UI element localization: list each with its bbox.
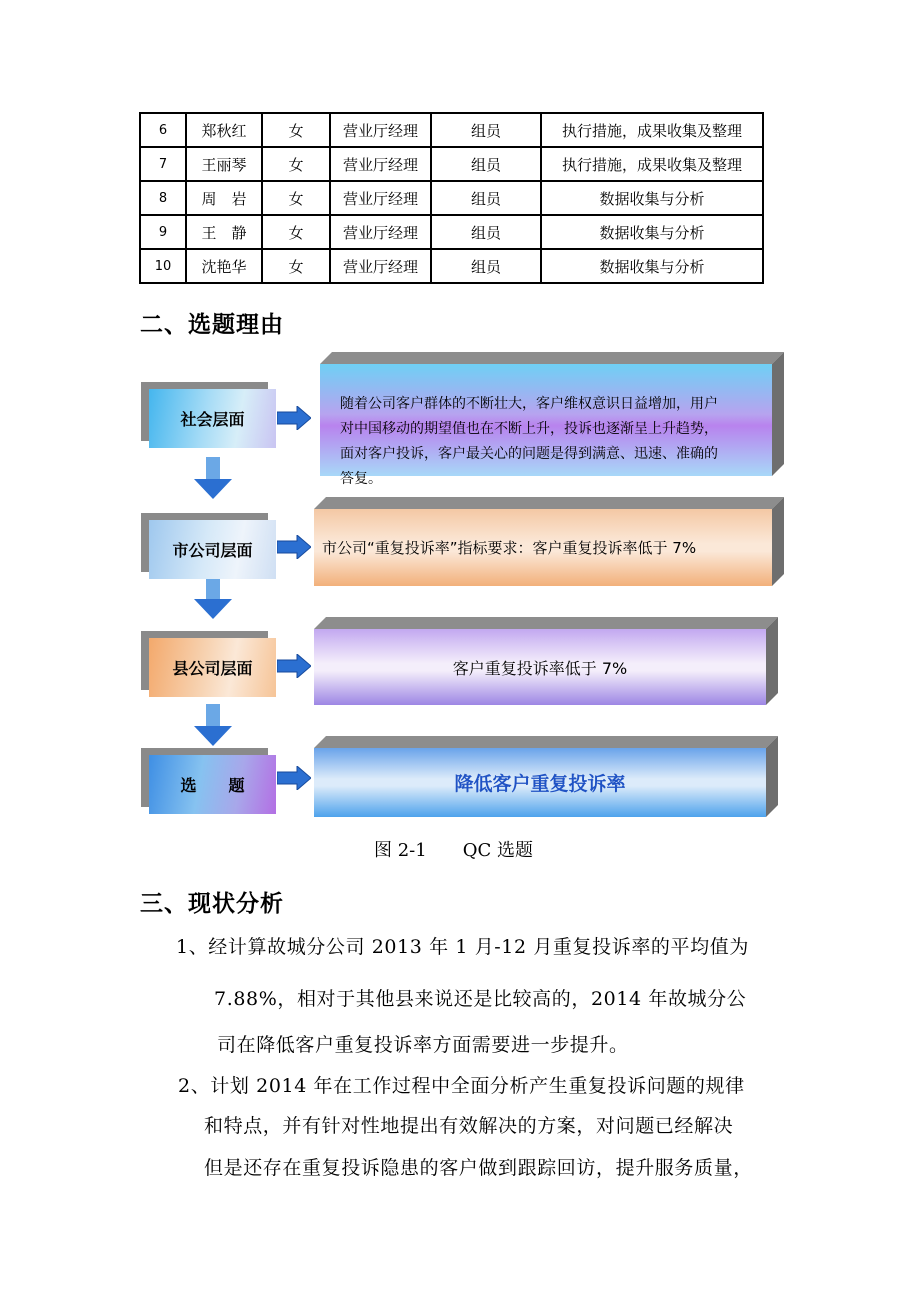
member-duty: 执行措施，成果收集及整理 (541, 113, 763, 147)
reason-text-society (320, 364, 718, 492)
level-face (149, 520, 276, 579)
level-label: 县公司层面 (172, 659, 253, 678)
member-duty: 数据收集与分析 (541, 249, 763, 283)
member-duty: 数据收集与分析 (541, 181, 763, 215)
reason-line: 对中国移动的期望值也在不断上升，投诉也逐渐呈上升趋势， (340, 421, 718, 437)
member-name: 王丽琴 (186, 147, 262, 181)
member-no: 9 (140, 215, 186, 249)
paragraph-line: 7.88%，相对于其他县来说还是比较高的，2014 年故城分公 (214, 988, 747, 1010)
level-face (149, 389, 276, 448)
level-society (149, 389, 276, 448)
box-front-face (314, 748, 766, 817)
table-row (140, 249, 763, 283)
table-row (140, 215, 763, 249)
reason-box-county (314, 617, 778, 705)
reason-text-county: 客户重复投诉率低于 7% (452, 658, 628, 678)
member-no: 6 (140, 113, 186, 147)
member-title: 营业厅经理 (330, 181, 431, 215)
paragraph-line: 司在降低客户重复投诉率方面需要进一步提升。 (217, 1034, 629, 1056)
member-sex: 女 (262, 249, 330, 283)
member-sex: 女 (262, 147, 330, 181)
box-front-face (314, 629, 766, 705)
topic-box (314, 736, 778, 817)
table-row (140, 113, 763, 147)
member-no: 8 (140, 181, 186, 215)
paragraph-line: 2、计划 2014 年在工作过程中全面分析产生重复投诉问题的规律 (178, 1075, 745, 1097)
member-title: 营业厅经理 (330, 113, 431, 147)
member-name: 王 静 (186, 215, 262, 249)
level-county-company (149, 638, 276, 697)
down-arrow-icon (194, 704, 232, 746)
box-top-face (314, 497, 784, 509)
section-heading-topic-reason: 二、选题理由 (140, 312, 284, 338)
member-no: 7 (140, 147, 186, 181)
level-face (149, 638, 276, 697)
member-sex: 女 (262, 215, 330, 249)
reason-line: 面对客户投诉，客户最关心的问题是得到满意、迅速、准确的 (340, 446, 718, 462)
member-title: 营业厅经理 (330, 215, 431, 249)
box-side-face (766, 617, 778, 705)
member-duty: 执行措施，成果收集及整理 (541, 147, 763, 181)
level-label: 社会层面 (180, 410, 245, 429)
figure-caption: 图 2-1 QC 选题 (374, 840, 533, 861)
reason-box-society (320, 352, 784, 487)
right-arrow-icon (277, 766, 311, 790)
box-top-face (314, 617, 778, 629)
right-arrow-icon (277, 535, 311, 559)
member-role: 组员 (431, 113, 541, 147)
paragraph-line: 但是还存在重复投诉隐患的客户做到跟踪回访，提升服务质量， (204, 1157, 753, 1179)
level-city-company (149, 520, 276, 579)
level-topic (149, 755, 276, 814)
section-heading-status-analysis: 三、现状分析 (140, 891, 284, 917)
level-label: 市公司层面 (172, 541, 253, 560)
box-side-face (772, 352, 784, 476)
member-duty: 数据收集与分析 (541, 215, 763, 249)
right-arrow-icon (277, 406, 311, 430)
reason-box-city (314, 497, 784, 586)
level-face (149, 755, 276, 814)
member-name: 沈艳华 (186, 249, 262, 283)
member-title: 营业厅经理 (330, 249, 431, 283)
member-name: 郑秋红 (186, 113, 262, 147)
down-arrow-icon (194, 577, 232, 619)
down-arrow-icon (194, 457, 232, 499)
box-front-face (314, 509, 772, 586)
paragraph-line: 和特点，并有针对性地提出有效解决的方案，对问题已经解决 (204, 1115, 734, 1137)
level-label: 选 题 (180, 776, 245, 795)
topic-text: 降低客户重复投诉率 (454, 773, 626, 795)
reason-text-city: 市公司“重复投诉率”指标要求：客户重复投诉率低于 7% (322, 539, 697, 557)
member-title: 营业厅经理 (330, 147, 431, 181)
box-side-face (766, 736, 778, 817)
member-role: 组员 (431, 147, 541, 181)
table-row (140, 181, 763, 215)
member-sex: 女 (262, 181, 330, 215)
member-role: 组员 (431, 215, 541, 249)
member-name: 周 岩 (186, 181, 262, 215)
reason-line: 答复。 (340, 471, 382, 487)
reason-line: 随着公司客户群体的不断壮大，客户维权意识日益增加，用户 (340, 396, 718, 412)
table-row (140, 147, 763, 181)
member-no: 10 (140, 249, 186, 283)
box-side-face (772, 497, 784, 586)
member-role: 组员 (431, 181, 541, 215)
member-table (139, 112, 764, 284)
paragraph-line: 1、经计算故城分公司 2013 年 1 月-12 月重复投诉率的平均值为 (176, 936, 749, 958)
member-role: 组员 (431, 249, 541, 283)
box-top-face (320, 352, 784, 364)
box-top-face (314, 736, 778, 748)
box-front-face (320, 364, 772, 487)
member-sex: 女 (262, 113, 330, 147)
right-arrow-icon (277, 654, 311, 678)
